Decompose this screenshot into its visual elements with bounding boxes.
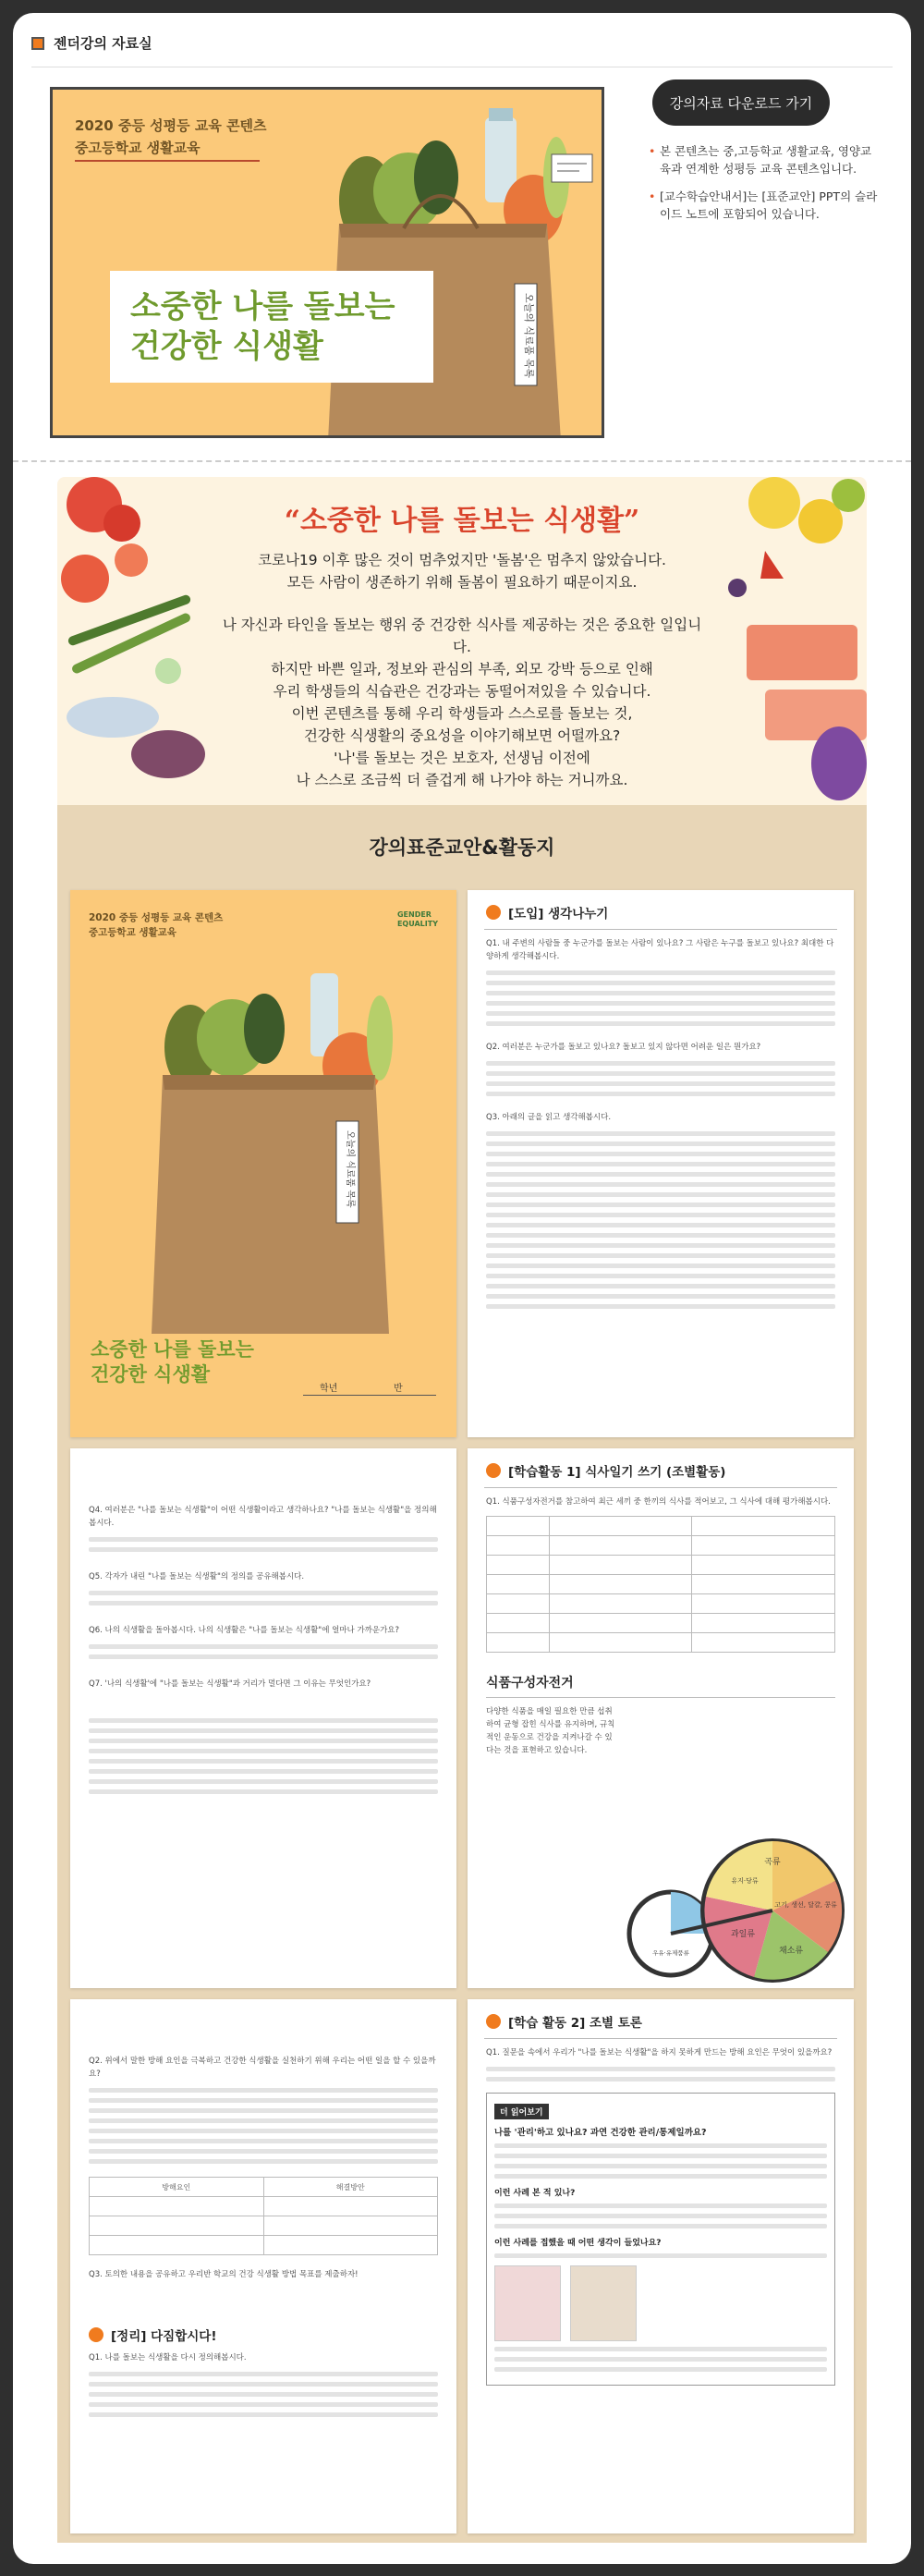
bike-label-dairy: 우유·유제품류 [652, 1949, 689, 1957]
answer-lines [89, 1644, 438, 1659]
grade-label: 학년 [320, 1384, 338, 1394]
cover-bag-label: 오늘의 식료품 목록 [345, 1130, 355, 1208]
answer-lines [486, 1061, 835, 1096]
article-images [494, 2265, 827, 2341]
orange-dot-icon [486, 2014, 501, 2029]
note-item: • 본 콘텐츠는 중,고등학교 생활교육, 영양교육과 연계한 성평등 교육 콘텐츠입니다. [649, 142, 880, 178]
question-text: Q7. '나의 식생활'에 "나를 돌보는 식생활"과 거리가 멀다면 그 이유는 무엇인가요? [89, 1679, 371, 1690]
notes-list [649, 142, 880, 224]
intro-quote: “소중한 나를 돌보는 식생활” [284, 505, 640, 537]
article-thumbnail [570, 2265, 637, 2341]
answer-lines [486, 971, 835, 1026]
hero-subtitle-2: 중고등학교 생활교육 [75, 140, 201, 156]
bag-label: 오늘의 식료품 목록 [523, 293, 535, 379]
read-more-box [486, 2093, 835, 2386]
logo-line: GENDER [396, 910, 432, 919]
question-text: Q2. 여러분은 누군가를 돌보고 있나요? 돌보고 있지 않다면 어려운 일은 뭔가요? [486, 1043, 761, 1053]
subsection-description: 다양한 식품을 매일 필요한 만큼 섭취하여 균형 잡힌 식사를 유지하며, 규칙적인 운동으로 건강을 지켜나갈 수 있다는 것을 표현하고 있습니다. [486, 1707, 615, 1756]
cover-title-line: 소중한 나를 돌보는 [91, 1338, 254, 1361]
answer-lines [89, 2372, 438, 2417]
cover-title-line: 건강한 식생활 [91, 1363, 211, 1386]
hero-title-line-1: 소중한 나를 돌보는 [130, 288, 395, 325]
read-more-tag: 더 읽어보기 [494, 2104, 549, 2119]
page-heading [486, 2012, 854, 2031]
worksheet-page-activity-2 [468, 1999, 854, 2533]
bike-label-protein: 고기, 생선, 달걀, 콩류 [774, 1901, 837, 1909]
worksheet-cover-page [70, 890, 456, 1437]
read-more-title: 나를 '관리'하고 있나요? 과연 건강한 관리/통제일까요? [494, 2128, 707, 2139]
hero-underline [75, 160, 260, 162]
orange-dot-icon [89, 2327, 103, 2342]
table-header: 해결방안 [263, 2178, 438, 2197]
orange-dot-icon [486, 1463, 501, 1478]
content-card [13, 13, 911, 2564]
download-panel [649, 79, 880, 238]
hero-title-line-2: 건강한 식생활 [130, 327, 323, 365]
intro-text-line: 코로나19 이후 많은 것이 멈추었지만 '돌봄'은 멈추지 않았습니다. [258, 552, 666, 568]
article-thumbnail [494, 2265, 561, 2341]
intro-text-line: 모든 사람이 생존하기 위해 돌봄이 필요하기 때문이지요. [286, 574, 638, 592]
question-text: Q1. 나를 돌보는 식생활을 다시 정의해봅시다. [89, 2353, 247, 2363]
question-text: Q4. 여러분은 "나를 돌보는 식생활"이 어떤 식생활이라고 생각하나요? "나를 돌보는 식생활"을 정의해봅시다. [89, 1506, 437, 1529]
page-title: 젠더강의 자료실 [54, 35, 152, 52]
intro-text-line: 이번 콘텐츠를 통해 우리 학생들과 스스로를 돌보는 것, [291, 705, 633, 722]
question-text: Q6. 나의 식생활을 돌아봅시다. 나의 식생활은 "나를 돌보는 식생활"에 얼마나 가까운가요? [89, 1626, 400, 1636]
question-text: Q5. 각자가 내린 "나를 돌보는 식생활"의 정의를 공유해봅시다. [89, 1572, 305, 1582]
heading-rule [484, 929, 837, 930]
intro-paragraph-1 [214, 549, 710, 593]
cover-subtitle-1: 2020 중등 성평등 교육 콘텐츠 [89, 912, 224, 923]
intro-text-line: 하지만 바쁜 일과, 정보와 관심의 부족, 외모 강박 등으로 인해 [271, 661, 653, 678]
bike-label-vegetables: 채소류 [778, 1947, 804, 1956]
page-heading [486, 903, 854, 922]
cover-title [91, 1337, 254, 1388]
hero-thumbnail [50, 87, 604, 438]
intro-text-line: 나 자신과 타인을 돌보는 행위 중 건강한 식사를 제공하는 것은 중요한 일입니다. [222, 617, 702, 656]
worksheet-page-intro [468, 890, 854, 1437]
summary-heading-text: [정리] 다짐합시다! [111, 2329, 217, 2345]
intro-text-line: '나'를 돌보는 것은 보호자, 선생님 이전에 [334, 750, 590, 767]
worksheet-section [57, 805, 867, 2543]
intro-text-line: 나 스스로 조금씩 더 즐겁게 해 나가야 하는 거니까요. [296, 772, 628, 789]
section-title: 강의표준교안&활동지 [369, 836, 555, 859]
answer-lines [89, 1537, 438, 1552]
cover-grocery-bag-illustration [116, 946, 421, 1334]
worksheet-page-discussion-summary [70, 1999, 456, 2533]
grocery-bag-illustration [256, 90, 604, 438]
intro-text-line: 우리 학생들의 식습관은 건강과는 동떨어져있을 수 있습니다. [273, 683, 651, 701]
food-bicycle-diagram [606, 1818, 846, 1984]
bike-label-grains: 곡류 [764, 1858, 781, 1867]
intro-text-line: 건강한 식생활의 중요성을 이야기해보면 어떨까요? [303, 727, 621, 745]
summary-heading [89, 2326, 456, 2344]
bike-label-oils: 유지·당류 [731, 1877, 759, 1885]
hero-title-box [110, 271, 433, 383]
worksheet-page-activity-1 [468, 1448, 854, 1988]
table-header: 방해요인 [90, 2178, 264, 2197]
question-text: Q1. 내 주변의 사람들 중 누군가를 돌보는 사람이 있나요? 그 사람은 누구를 돌보고 있나요? 최대한 다양하게 생각해봅시다. [486, 939, 834, 962]
intro-banner [57, 477, 867, 805]
heading-rule [484, 2038, 837, 2039]
reading-passage [486, 1131, 835, 1309]
meal-diary-table [486, 1516, 835, 1653]
note-item: • [교수학습안내서]는 [표준교안] PPT의 슬라이드 노트에 포함되어 있습니다. [649, 188, 880, 224]
answer-lines [486, 2067, 835, 2082]
answer-lines [89, 1718, 438, 1794]
read-more-subtitle: 이런 사례 본 적 있나? [494, 2189, 576, 2199]
heading-rule [484, 1487, 837, 1488]
logo-line: EQUALITY [396, 919, 438, 928]
class-label: 반 [394, 1384, 403, 1394]
section-dashed-divider [13, 460, 911, 462]
question-text: Q1. 식품구성자전거를 참고하여 최근 세끼 중 한끼의 식사를 적어보고, 그 식사에 대해 평가해봅시다. [486, 1497, 831, 1507]
intro-paragraph-3 [214, 702, 710, 791]
answer-lines [89, 1591, 438, 1605]
page-heading-text: [학습 활동 2] 조별 토론 [508, 2016, 642, 2031]
solution-table [89, 2177, 438, 2255]
header-square-icon [31, 37, 44, 50]
question-text: Q1. 질문을 속에서 우리가 "나를 돌보는 식생활"을 하지 못하게 만드는 방해 요인은 무엇이 있을까요? [486, 2048, 833, 2057]
question-text: Q3. 토의한 내용을 공유하고 우리반 학교의 건강 식생활 방법 목표를 제출하자! [89, 2270, 359, 2280]
gender-equality-logo [397, 910, 438, 928]
question-text: Q2. 위에서 말한 방해 요인을 극복하고 건강한 식생활을 실천하기 위해 우리는 어떤 일을 할 수 있을까요? [89, 2057, 436, 2080]
page-heading-text: [학습활동 1] 식사일기 쓰기 (조별활동) [508, 1465, 726, 1480]
cover-subtitle-2: 중고등학교 생활교육 [89, 927, 176, 938]
worksheet-page-questions [70, 1448, 456, 1988]
orange-dot-icon [486, 905, 501, 920]
page-heading [486, 1461, 854, 1480]
intro-paragraph-2 [214, 614, 710, 702]
name-line [303, 1395, 436, 1396]
read-more-subtitle: 이런 사례를 접했을 때 어떤 생각이 들었나요? [494, 2239, 662, 2249]
answer-lines [89, 2088, 438, 2164]
hero-subtitle-1: 2020 중등 성평등 교육 콘텐츠 [75, 117, 267, 134]
page-header [31, 33, 152, 53]
download-button[interactable]: 강의자료 다운로드 가기 [652, 79, 830, 126]
page-heading-text: [도입] 생각나누기 [508, 907, 609, 922]
subsection-title: 식품구성자전거 [486, 1673, 835, 1698]
bike-label-fruit: 과일류 [730, 1930, 756, 1939]
question-text: Q3. 아래의 글을 읽고 생각해봅시다. [486, 1113, 612, 1123]
